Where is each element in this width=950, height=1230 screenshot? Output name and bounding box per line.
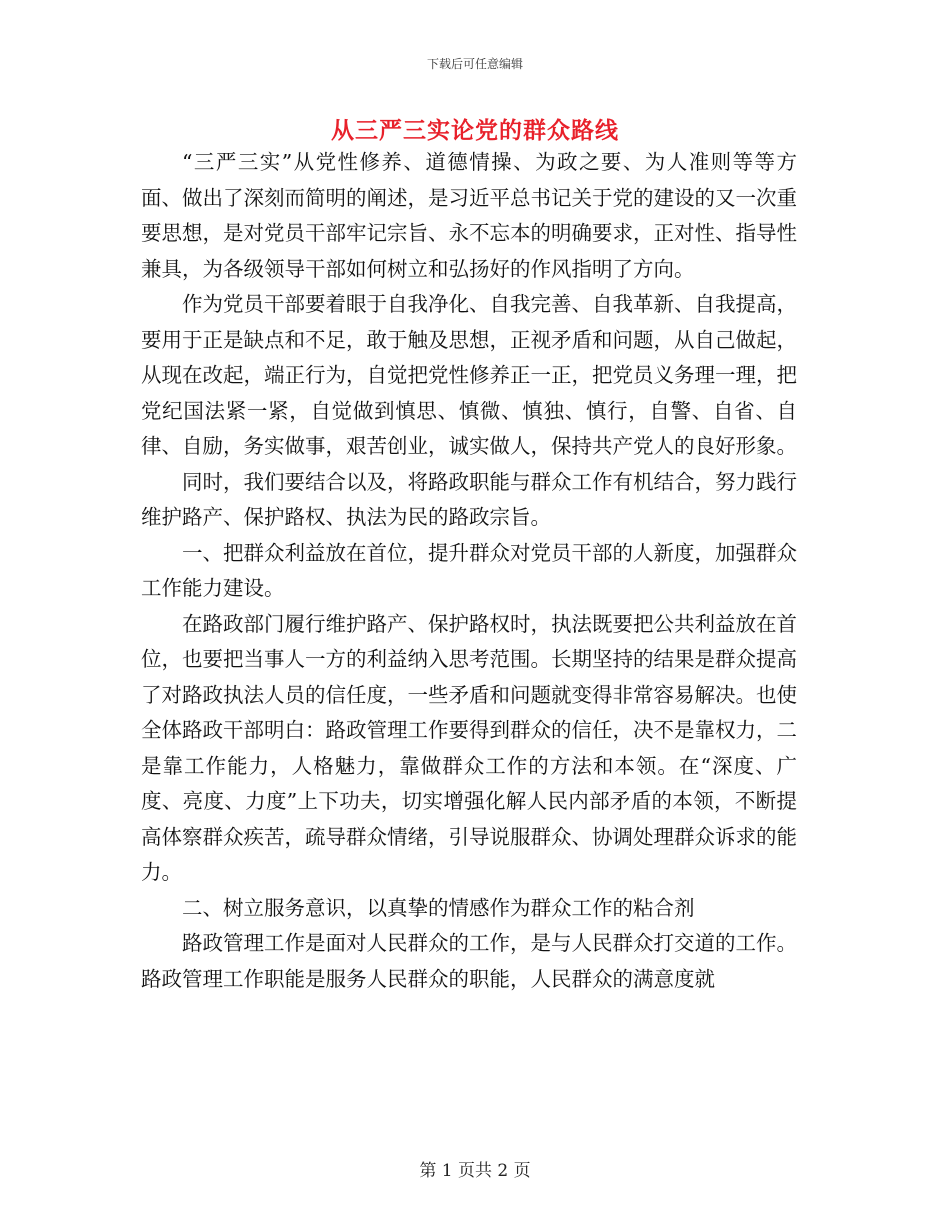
document-title: 从三严三实论党的群众路线 xyxy=(331,117,619,144)
document-body xyxy=(141,145,797,997)
paragraph-3: 同时，我们要结合以及，将路政职能与群众工作有机结合，努力践行维护路产、保护路权、执法为民的路政宗旨。 xyxy=(141,469,797,529)
page-number-footer: 第 1 页共 2 页 xyxy=(419,1161,531,1181)
section-heading-2: 二、树立服务意识，以真挚的情感作为群众工作的粘合剂 xyxy=(182,895,695,920)
paragraph-4: 在路政部门履行维护路产、保护路权时，执法既要把公共利益放在首位，也要把当事人一方的利益纳入思考范围。长期坚持的结果是群众提高了对路政执法人员的信任度，一些矛盾和问题就变得非常容易解决。也使全体路政干部明白：路政管理工作要得到群众的信任，决不是靠权力，二是靠工作能力，人格魅力，靠做群众工作的方法和本领。在“深度、广度、亮度、力度”上下功夫，切实增强化解人民内部矛盾的本领，不断提高体察群众疾苦，疏导群众情绪，引导说服群众、协调处理群众诉求的能力。 xyxy=(141,611,797,884)
paragraph-1: “三严三实”从党性修养、道德情操、为政之要、为人准则等等方面、做出了深刻而简明的阐述，是习近平总书记关于党的建设的又一次重要思想，是对党员干部牢记宗旨、永不忘本的明确要求，正对性、指导性兼具，为各级领导干部如何树立和弘扬好的作风指明了方向。 xyxy=(141,150,797,281)
page-header-note: 下载后可任意编辑 xyxy=(426,57,523,71)
paragraph-5: 路政管理工作是面对人民群众的工作，是与人民群众打交道的工作。路政管理工作职能是服务人民群众的职能，人民群众的满意度就 xyxy=(141,931,797,991)
section-heading-1: 一、把群众利益放在首位，提升群众对党员干部的人新度，加强群众工作能力建设。 xyxy=(141,540,797,600)
paragraph-2: 作为党员干部要着眼于自我净化、自我完善、自我革新、自我提高，要用于正是缺点和不足，敢于触及思想，正视矛盾和问题，从自己做起，从现在改起，端正行为，自觉把党性修养正一正，把党员义务理一理，把党纪国法紧一紧，自觉做到慎思、慎微、慎独、慎行，自警、自省、自律、自励，务实做事，艰苦创业，诚实做人，保持共产党人的良好形象。 xyxy=(141,292,797,458)
